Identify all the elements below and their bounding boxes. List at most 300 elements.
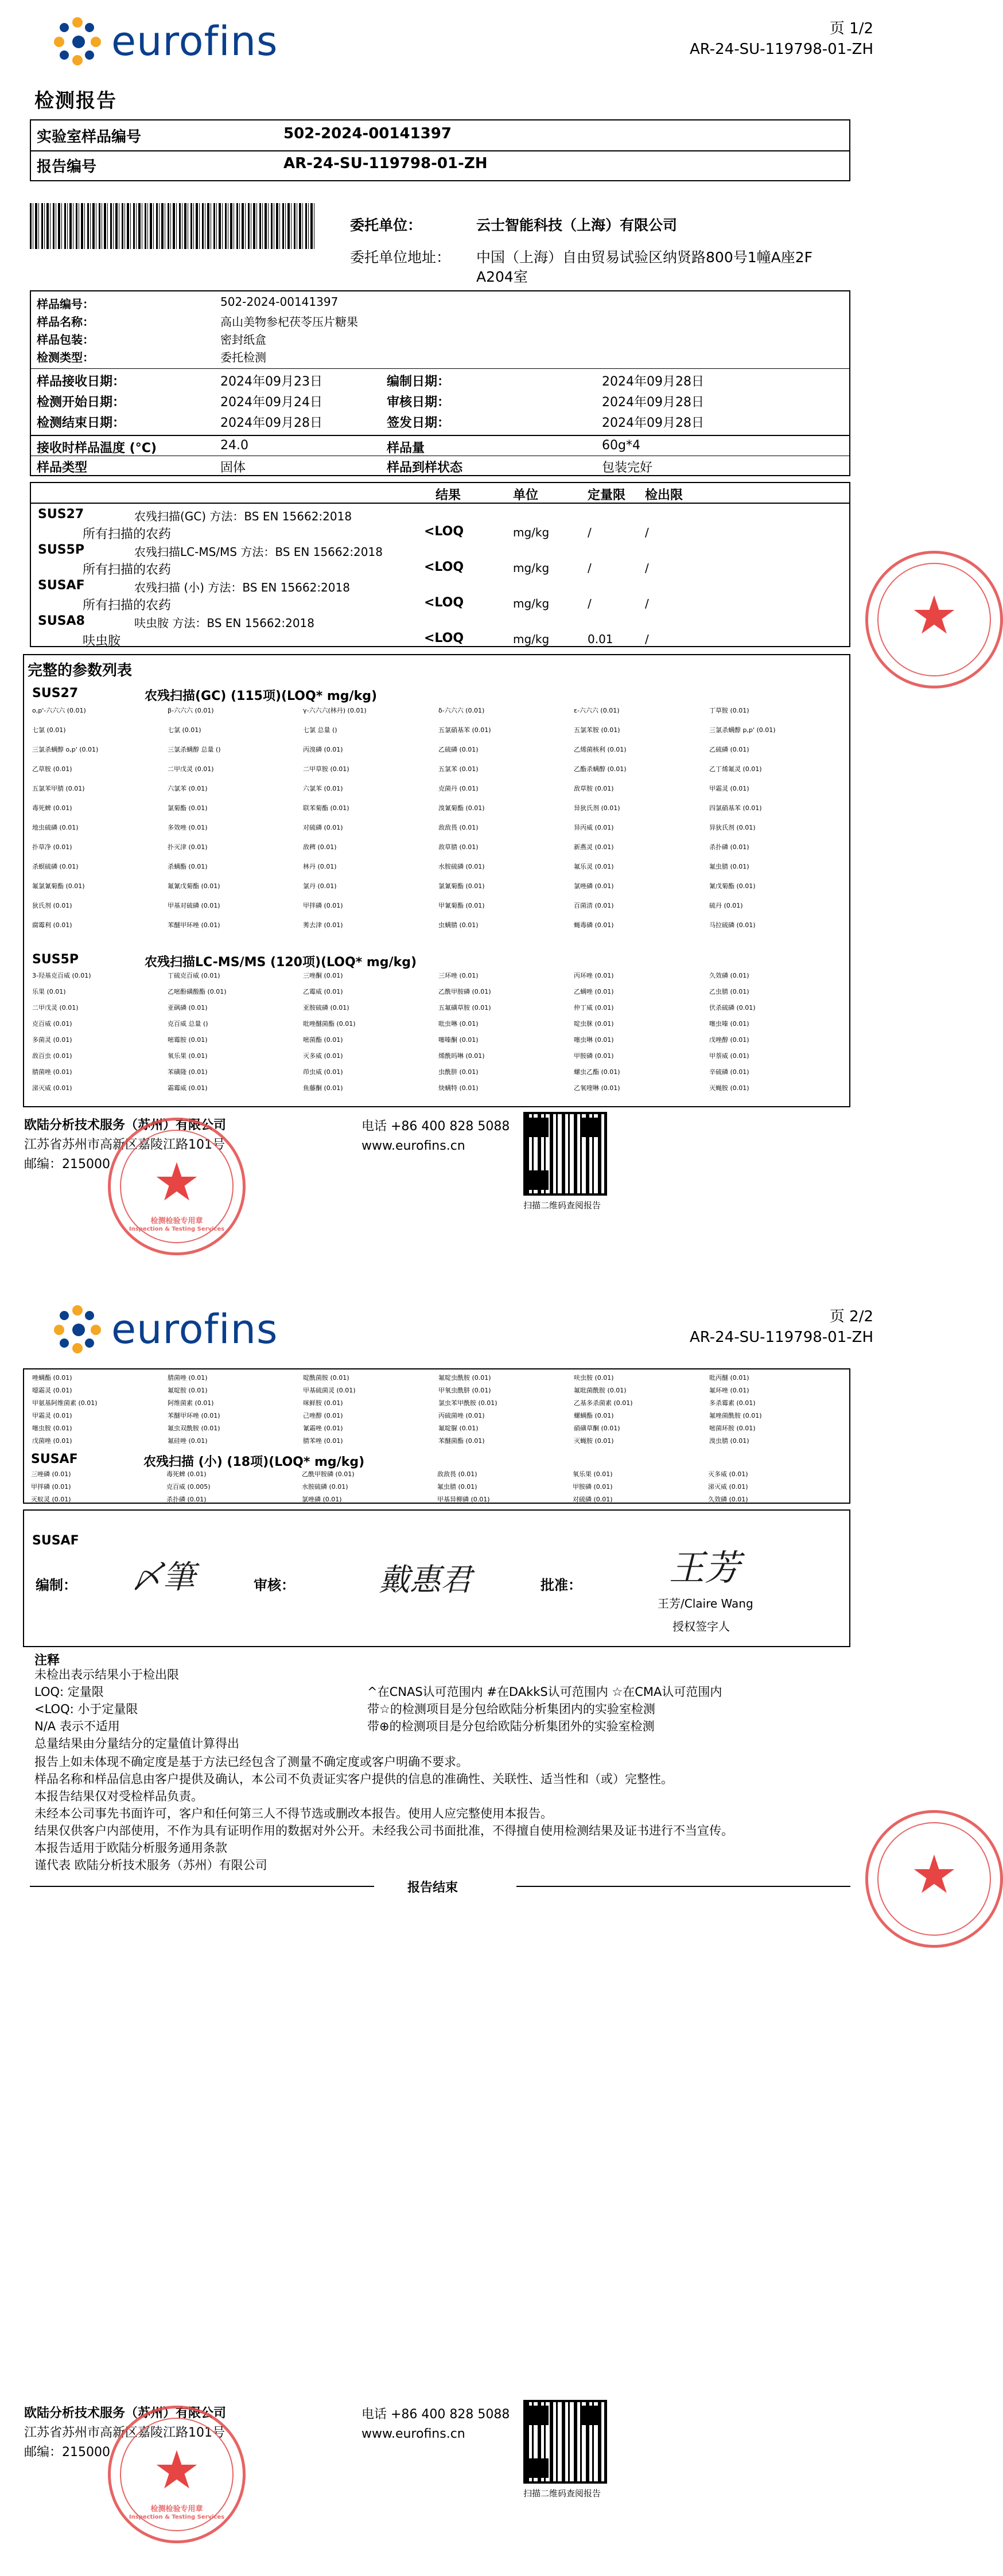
param-cell: 克百威 总量 () [168,1020,208,1028]
note-line: 结果仅供客户内部使用，不作为具有证明作用的数据对外公开。未经我公司书面批准，不得擅自使用检测结果及证书进行不当宣传。 [34,1824,733,1838]
report-no-value: AR-24-SU-119798-01-ZH [283,155,488,172]
result-value: <LOQ [424,524,464,539]
param-cell: 对硫磷 (0.01) [303,824,343,831]
param-cell: 敌百虫 (0.01) [32,1052,72,1060]
result-lod: / [645,526,649,539]
temp-value: 24.0 [220,438,248,453]
param-cell: 灭蚁灵 (0.01) [31,1496,71,1503]
seal-text: 检测检验专用章 [150,1217,203,1225]
param-cell: 甲基对硫磷 (0.01) [168,902,220,909]
param-cell: 甲霜灵 (0.01) [709,785,749,792]
param-cell: 二甲草胺 (0.01) [303,765,349,773]
param-cell: 氟乐灵 (0.01) [574,863,614,870]
footer-web: www.eurofins.cn [361,2427,465,2441]
result-code: SUSA8 [38,614,85,628]
lab-sample-value: 502-2024-00141397 [283,125,452,142]
footer-web: www.eurofins.cn [361,1139,465,1153]
param-cell: 三氯杀螨醇 总量 () [168,746,221,753]
param-cell: 异丙威 (0.01) [574,824,614,831]
param-cell: 五氟磺草胺 (0.01) [438,1004,491,1011]
param-cell: 地虫硫磷 (0.01) [32,824,79,831]
footer-company: 欧陆分析技术服务（苏州）有限公司 [24,1118,227,1133]
param-cell: 氧乐果 (0.01) [573,1470,613,1478]
param-cell: 敌敌畏 (0.01) [438,824,479,831]
param-cell: 丙环唑 (0.01) [574,972,614,979]
param-cell: 吡虫啉 (0.01) [438,1020,479,1028]
lab-sample-label: 实验室样品编号 [37,129,142,146]
param-cell: 二甲戊灵 (0.01) [32,1004,79,1011]
param-cell: 久效磷 (0.01) [708,1496,748,1503]
result-item: 所有扫描的农药 [83,563,172,577]
footer-phone: 电话 +86 400 828 5088 [361,2407,510,2422]
sample-field-value: 委托检测 [220,351,266,364]
reviewed-signature: 戴惠君 [379,1562,472,1598]
param-cell: 甲基异柳磷 (0.01) [437,1496,490,1503]
param-cell: 对硫磷 (0.01) [573,1496,613,1503]
note-line: 本报告结果仅对受检样品负责。 [34,1789,203,1803]
report-end: 报告结束 [407,1881,458,1895]
prepared-signature: 〆筆 [131,1559,195,1596]
footer-address: 江苏省苏州市高新区嘉陵江路101号 [24,2426,225,2440]
result-method: 农残扫描LC-MS/MS 方法：BS EN 15662:2018 [134,545,383,559]
param-cell: 乙烯菌核利 (0.01) [574,746,627,753]
type-value: 固体 [220,461,246,475]
date-label: 检测开始日期： [37,395,126,410]
param-cell: 氟硅唑 (0.01) [168,1437,208,1445]
param-cell: 丁硫克百威 (0.01) [168,972,220,979]
param-cell: 三环唑 (0.01) [438,972,479,979]
report-code: AR-24-SU-119798-01-ZH [689,1329,873,1346]
param-cell: β-六六六 (0.01) [168,707,214,714]
param-cell: 多杀霉素 (0.01) [709,1399,756,1407]
param-cell: γ-六六六(林丹) (0.01) [303,707,367,714]
result-loq: / [588,526,592,539]
sample-field-value: 502-2024-00141397 [220,295,339,309]
date-value: 2024年09月28日 [602,416,704,430]
gc-code: SUS27 [32,686,79,701]
param-cell: 灭蝇胺 (0.01) [709,1084,749,1092]
param-cell: 氰戊菊酯 (0.01) [709,882,756,890]
param-cell: 七氯 总量 () [303,726,337,734]
date-value: 2024年09月28日 [220,416,322,430]
divider [31,150,849,151]
qr-caption: 扫描二维码查阅报告 [523,2488,601,2499]
col-header-lod: 检出限 [645,488,683,503]
param-cell: 甲霜灵 (0.01) [32,1412,72,1419]
param-cell: 杀螟硫磷 (0.01) [32,863,79,870]
param-cell: 杀扑磷 (0.01) [709,843,749,851]
note-line: 带⊕的检测项目是分包给欧陆分析集团外的实验室检测 [367,1719,655,1733]
sample-field-label: 检测类型： [37,351,94,364]
param-cell: 乙基多杀菌素 (0.01) [574,1399,633,1407]
lc-title: 农残扫描LC-MS/MS (120项)(LOQ* mg/kg) [145,955,417,970]
param-cell: 丁草胺 (0.01) [709,707,749,714]
param-cell: 五氯苯胺 (0.01) [574,726,620,734]
barcode [30,203,317,249]
param-cell: 克百威 (0.01) [32,1020,72,1028]
param-cell: 敌草腈 (0.01) [438,843,479,851]
note-line: 未经本公司事先书面许可，客户和任何第三人不得节选或删改本报告。使用人应完整使用本报告。 [34,1807,553,1820]
param-cell: 敌草胺 (0.01) [574,785,614,792]
divider [31,503,849,504]
footer-postcode: 邮编：215000 [24,1157,110,1172]
param-cell: 吡丙醚 (0.01) [709,1374,749,1382]
logo-dots-icon [52,1303,104,1356]
result-unit: mg/kg [513,597,550,610]
params-box [23,654,850,1107]
param-cell: 腈苯唑 (0.01) [303,1437,343,1445]
param-cell: 氯菊酯 (0.01) [168,804,208,812]
param-cell: 灭蝇胺 (0.01) [574,1437,614,1445]
param-cell: 六氯苯 (0.01) [303,785,343,792]
qty-label: 样品量 [387,441,425,456]
param-cell: 伏杀硫磷 (0.01) [709,1004,756,1011]
note-line: 报告上如未体现不确定度是基于方法已经包含了测量不确定度或客户明确不要求。 [34,1755,468,1769]
param-cell: 多效唑 (0.01) [168,824,208,831]
page-number: 页 1/2 [829,20,873,37]
param-cell: 三氯杀螨醇 o,p' (0.01) [32,746,99,753]
param-cell: 甲拌磷 (0.01) [31,1483,71,1491]
seal-star-icon: ★ [910,585,958,646]
param-cell: 乙氧喹啉 (0.01) [574,1084,620,1092]
seal-star-icon: ★ [153,1151,201,1213]
sample-field-label: 样品包装： [37,333,94,347]
param-cell: 水胺硫磷 (0.01) [438,863,485,870]
param-cell: 啶酰菌胺 (0.01) [303,1374,349,1382]
date-value: 2024年09月28日 [602,395,704,410]
param-cell: 苯磺隆 (0.01) [168,1068,208,1076]
client-address-label: 委托单位地址： [350,249,451,266]
param-cell: 甲基硫菌灵 (0.01) [303,1387,356,1394]
param-cell: 甲氨基阿维菌素 (0.01) [32,1399,98,1407]
result-item: 所有扫描的农药 [83,527,172,542]
param-cell: 亚砜磷 (0.01) [168,1004,208,1011]
param-cell: 氯氰菊酯 (0.01) [438,882,485,890]
param-cell: 氟虫腈 (0.01) [437,1483,477,1491]
approver-name: 王芳/Claire Wang [658,1597,753,1610]
param-cell: 氯虫苯甲酰胺 (0.01) [438,1399,497,1407]
param-cell: 新燕灵 (0.01) [574,843,614,851]
param-cell: 三氯杀螨醇 p,p' (0.01) [709,726,776,734]
notes-title: 注释 [34,1653,60,1668]
side-seal [865,1810,1003,1948]
param-cell: 五氯苯 (0.01) [438,765,479,773]
col-header-unit: 单位 [513,488,539,503]
param-cell: o,p'-六六六 (0.01) [32,707,86,714]
susaf-title: 农残扫描 (小) (18项)(LOQ* mg/kg) [143,1455,365,1469]
report-code: AR-24-SU-119798-01-ZH [689,41,873,58]
param-cell: 敌敌畏 (0.01) [437,1470,477,1478]
result-code: SUS27 [38,507,84,522]
param-cell: 三唑磷 (0.01) [31,1470,71,1478]
param-cell: 氟啶脲 (0.01) [438,1425,479,1432]
reviewed-label: 审核： [254,1577,295,1593]
param-cell: 水胺硫磷 (0.01) [302,1483,348,1491]
susaf-code: SUSAF [32,1534,79,1548]
param-cell: 咪鲜胺 (0.01) [303,1399,343,1407]
param-cell: 乙螨唑 (0.01) [574,988,614,995]
param-cell: 乙硫磷 (0.01) [438,746,479,753]
result-value: <LOQ [424,560,464,574]
report-id-box [30,119,850,181]
logo-dots-icon [52,15,104,68]
result-code: SUSAF [38,578,85,593]
param-cell: 杀扑磷 (0.01) [166,1496,207,1503]
param-cell: 炔螨特 (0.01) [438,1084,479,1092]
param-cell: 涕灭威 (0.01) [32,1084,72,1092]
footer-phone: 电话 +86 400 828 5088 [361,1119,510,1134]
date-label: 审核日期： [387,395,450,410]
param-cell: 百菌清 (0.01) [574,902,614,909]
param-cell: 氰霜唑 (0.01) [303,1425,343,1432]
param-cell: 甲胺磷 (0.01) [574,1052,614,1060]
param-cell: 茚虫威 (0.01) [303,1068,343,1076]
result-loq: / [588,597,592,610]
param-cell: 联苯菊酯 (0.01) [303,804,349,812]
client-address-line1: 中国（上海）自由贸易试验区纳贤路800号1幢A座2F [476,249,813,266]
param-cell: 腐霉利 (0.01) [32,921,72,929]
result-unit: mg/kg [513,561,550,575]
result-value: <LOQ [424,596,464,610]
param-cell: 3-羟基克百威 (0.01) [32,972,91,979]
eurofins-logo [52,1303,278,1356]
note-line: <LOQ: 小于定量限 [34,1702,138,1716]
param-cell: 敌稗 (0.01) [303,843,337,851]
state-label: 样品到样状态 [387,461,463,475]
param-cell: 氧乐果 (0.01) [168,1052,208,1060]
report-page-2 [0,1288,958,2576]
param-cell: 毒死蜱 (0.01) [166,1470,207,1478]
param-cell: 嘧霉胺 (0.01) [168,1036,208,1044]
param-cell: 五氯硝基苯 (0.01) [438,726,491,734]
param-cell: 噁霜灵 (0.01) [32,1387,72,1394]
param-cell: 嘧菌酯 (0.01) [303,1036,343,1044]
param-cell: 噻虫啉 (0.01) [574,1036,614,1044]
param-cell: 乙丁烯氟灵 (0.01) [709,765,762,773]
result-item: 所有扫描的农药 [83,598,172,613]
param-cell: 吡唑醚菌酯 (0.01) [303,1020,356,1028]
logo-wordmark: eurofins [111,18,278,65]
param-cell: 涕灭威 (0.01) [708,1483,748,1491]
col-header-loq: 定量限 [588,488,626,503]
param-cell: 乙草胺 (0.01) [32,765,72,773]
date-value: 2024年09月24日 [220,395,322,410]
param-cell: 腈菌唑 (0.01) [168,1374,208,1382]
param-cell: 亚胺硫磷 (0.01) [303,1004,349,1011]
param-cell: 克菌丹 (0.01) [438,785,479,792]
client-address-line2: A204室 [476,269,528,285]
result-lod: / [645,561,649,575]
param-cell: δ-六六六 (0.01) [438,707,485,714]
sample-field-value: 密封纸盒 [220,333,266,347]
param-cell: 二甲戊灵 (0.01) [168,765,214,773]
param-cell: 硝磺草酮 (0.01) [574,1425,620,1432]
param-cell: 螺螨酯 (0.01) [574,1412,614,1419]
eurofins-logo [52,15,278,68]
sample-info-box [30,290,850,476]
gc-title: 农残扫描(GC) (115项)(LOQ* mg/kg) [145,689,378,703]
temp-label: 接收时样品温度 (°C) [37,441,157,456]
param-cell: 氟环唑 (0.01) [709,1387,749,1394]
param-cell: 氟氰戊菊酯 (0.01) [168,882,220,890]
param-cell: 狄氏剂 (0.01) [32,902,72,909]
param-cell: 虫酰肼 (0.01) [438,1068,479,1076]
result-method: 呋虫胺 方法：BS EN 15662:2018 [134,616,314,630]
param-cell: 氟氯氰菊酯 (0.01) [32,882,85,890]
param-cell: 丙硫菌唑 (0.01) [438,1412,485,1419]
note-line: N/A 表示不适用 [34,1719,120,1733]
param-cell: 甲氰菊酯 (0.01) [438,902,485,909]
page-number: 页 2/2 [829,1308,873,1325]
divider [31,435,849,436]
param-cell: 莠去津 (0.01) [303,921,343,929]
seal-star-icon: ★ [910,1844,958,1905]
param-cell: 虫螨腈 (0.01) [438,921,479,929]
seal-text-en: Inspection & Testing Services [129,1226,225,1232]
date-value: 2024年09月28日 [602,375,704,389]
param-cell: 灭多威 (0.01) [303,1052,343,1060]
seal-text: 检测检验专用章 [150,2505,203,2513]
param-cell: 苯醚甲环唑 (0.01) [168,1412,220,1419]
result-loq: / [588,561,592,575]
footer-postcode: 邮编：215000 [24,2445,110,2460]
param-cell: 蝇毒磷 (0.01) [574,921,614,929]
sample-field-label: 样品编号： [37,297,94,311]
param-cell: 螺虫乙酯 (0.01) [574,1068,620,1076]
param-cell: 鱼藤酮 (0.01) [303,1084,343,1092]
page-title: 检测报告 [34,90,117,112]
report-page-1 [0,0,958,1288]
approved-signature: 王芳 [669,1547,741,1589]
param-cell: 七氯 (0.01) [168,726,201,734]
result-value: <LOQ [424,631,464,645]
seal-star-icon: ★ [153,2439,201,2501]
param-cell: 氟啶虫酰胺 (0.01) [438,1374,491,1382]
param-cell: 仲丁威 (0.01) [574,1004,614,1011]
param-cell: 乙酰甲胺磷 (0.01) [438,988,491,995]
params-title: 完整的参数列表 [28,662,133,679]
param-cell: 乙酯杀螨醇 (0.01) [574,765,627,773]
param-cell: 嘧菌环胺 (0.01) [709,1425,756,1432]
client-label: 委托单位： [350,217,422,234]
param-cell: 乙硫磷 (0.01) [709,746,749,753]
param-cell: 五氯苯甲腈 (0.01) [32,785,85,792]
param-cell: 甲胺磷 (0.01) [573,1483,613,1491]
param-cell: 噻虫嗪 (0.01) [709,1020,749,1028]
param-cell: 扑草净 (0.01) [32,843,72,851]
param-cell: 苯醚甲环唑 (0.01) [168,921,220,929]
param-cell: 呋虫胺 (0.01) [574,1374,614,1382]
divider [516,1886,850,1887]
result-method: 农残扫描(GC) 方法：BS EN 15662:2018 [134,509,352,523]
footer-address: 江苏省苏州市高新区嘉陵江路101号 [24,1138,225,1152]
param-cell: 久效磷 (0.01) [709,972,749,979]
note-line: 带☆的检测项目是分包给欧陆分析集团内的实验室检测 [367,1702,655,1716]
param-cell: 氟虫腈 (0.01) [709,863,749,870]
col-header-result: 结果 [436,488,461,503]
param-cell: 乙虫腈 (0.01) [709,988,749,995]
seal-text-en: Inspection & Testing Services [129,2514,225,2520]
param-cell: 硫丹 (0.01) [709,902,743,909]
param-cell: 溴虫腈 (0.01) [709,1437,749,1445]
company-seal [108,2406,246,2543]
param-cell: 苯醚菌酯 (0.01) [438,1437,485,1445]
prepared-label: 编制： [36,1577,77,1593]
param-cell: 乐果 (0.01) [32,988,66,995]
param-cell: 异狄氏剂 (0.01) [709,824,756,831]
divider [30,1886,374,1887]
param-cell: 戊菌唑 (0.01) [32,1437,72,1445]
param-cell: 克百威 (0.005) [166,1483,211,1491]
type-label: 样品类型 [37,461,88,475]
param-cell: 甲氧虫酰肼 (0.01) [438,1387,491,1394]
param-cell: 噻虫胺 (0.01) [32,1425,72,1432]
param-cell: 乙霉威 (0.01) [303,988,343,995]
note-line: ^在CNAS认可范围内 #在DAkkS认可范围内 ☆在CMA认可范围内 [367,1685,722,1699]
param-cell: 灭多威 (0.01) [708,1470,748,1478]
note-line: 谨代表 欧陆分析技术服务（苏州）有限公司 [34,1858,267,1872]
param-cell: 四氯硝基苯 (0.01) [709,804,762,812]
sample-field-label: 样品名称： [37,315,94,329]
report-no-label: 报告编号 [37,158,97,176]
footer-company: 欧陆分析技术服务（苏州）有限公司 [24,2406,227,2421]
result-unit: mg/kg [513,632,550,646]
param-cell: 溴氰菊酯 (0.01) [438,804,485,812]
note-line: LOQ: 定量限 [34,1685,104,1699]
approver-title: 授权签字人 [672,1620,730,1633]
param-cell: 甲萘威 (0.01) [709,1052,749,1060]
page-header-right [690,1306,873,1348]
date-value: 2024年09月23日 [220,375,322,389]
note-line: 未检出表示结果小于检出限 [34,1668,179,1682]
param-cell: 六氯苯 (0.01) [168,785,208,792]
param-cell: 腈菌唑 (0.01) [32,1068,72,1076]
param-cell: 氯丹 (0.01) [303,882,337,890]
qr-code [523,2400,607,2484]
param-cell: 林丹 (0.01) [303,863,337,870]
param-cell: 甲拌磷 (0.01) [303,902,343,909]
param-cell: 霜霉威 (0.01) [168,1084,208,1092]
param-cell: 氯唑磷 (0.01) [302,1496,342,1503]
note-line: 本报告适用于欧陆分析服务通用条款 [34,1841,227,1855]
lc-code: SUS5P [32,952,79,967]
param-cell: 氟唑菌酰胺 (0.01) [709,1412,762,1419]
date-label: 签发日期： [387,416,450,430]
param-cell: 乙酰甲胺磷 (0.01) [302,1470,355,1478]
param-cell: 多菌灵 (0.01) [32,1036,72,1044]
side-seal [865,551,1003,688]
param-cell: 唑螨酯 (0.01) [32,1374,72,1382]
date-label: 编制日期： [387,375,450,389]
param-cell: 马拉硫磷 (0.01) [709,921,756,929]
result-unit: mg/kg [513,526,550,539]
result-loq: 0.01 [588,632,613,646]
param-cell: 氯唑磷 (0.01) [574,882,614,890]
page-header-right [690,18,873,60]
param-cell: 阿维菌素 (0.01) [168,1399,214,1407]
param-cell: 七氯 (0.01) [32,726,66,734]
note-line: 总量结果由分量结分的定量值计算得出 [34,1737,239,1750]
param-cell: 扑灭津 (0.01) [168,843,208,851]
param-cell: 乙嘧酚磺酸酯 (0.01) [168,988,227,995]
result-lod: / [645,597,649,610]
results-box [30,482,850,647]
param-cell: 戊唑醇 (0.01) [709,1036,749,1044]
signature-box [23,1509,850,1647]
state-value: 包装完好 [602,461,653,475]
param-cell: 烯酰吗啉 (0.01) [438,1052,485,1060]
param-cell: 异狄氏剂 (0.01) [574,804,620,812]
